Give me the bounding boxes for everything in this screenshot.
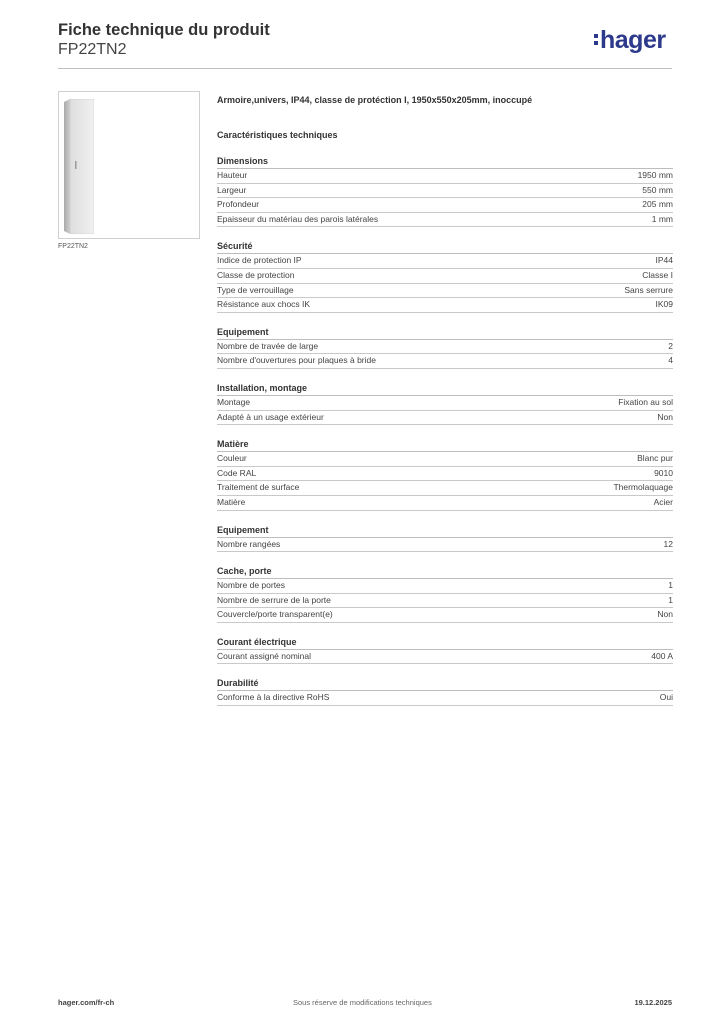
spec-value: 205 mm bbox=[642, 199, 673, 210]
spec-value: Non bbox=[657, 411, 673, 422]
spec-row bbox=[217, 411, 673, 426]
section-title: Matière bbox=[217, 438, 673, 452]
spec-label: Nombre de serrure de la porte bbox=[217, 594, 331, 605]
spec-sections bbox=[217, 155, 673, 706]
spec-label: Couleur bbox=[217, 453, 247, 464]
spec-label: Montage bbox=[217, 396, 251, 407]
product-image-frame bbox=[58, 91, 200, 239]
spec-label: Matière bbox=[217, 496, 246, 507]
spec-label: Epaisseur du matériau des parois latérales bbox=[217, 213, 379, 224]
spec-row bbox=[217, 452, 673, 467]
spec-row bbox=[217, 269, 673, 284]
spec-row bbox=[217, 354, 673, 369]
spec-row bbox=[217, 579, 673, 594]
product-image-caption: FP22TN2 bbox=[58, 243, 88, 250]
footer-date: 19.12.2025 bbox=[634, 998, 672, 1007]
spec-value: Oui bbox=[659, 692, 673, 703]
spec-label: Traitement de surface bbox=[217, 482, 300, 493]
spec-label: Largeur bbox=[217, 184, 247, 195]
spec-value: 1 mm bbox=[651, 213, 673, 224]
spec-row bbox=[217, 198, 673, 213]
spec-row bbox=[217, 284, 673, 299]
spec-value: IP44 bbox=[655, 255, 673, 266]
spec-section bbox=[217, 565, 673, 623]
spec-section bbox=[217, 524, 673, 553]
document-header bbox=[58, 20, 270, 59]
spec-label: Type de verrouillage bbox=[217, 284, 294, 295]
section-title: Equipement bbox=[217, 326, 673, 340]
spec-row bbox=[217, 169, 673, 184]
spec-row bbox=[217, 340, 673, 355]
header-divider bbox=[58, 68, 672, 69]
spec-label: Résistance aux chocs IK bbox=[217, 299, 311, 310]
section-title: Durabilité bbox=[217, 677, 673, 691]
spec-label: Profondeur bbox=[217, 199, 260, 210]
spec-value: Thermolaquage bbox=[613, 482, 673, 493]
spec-value: Fixation au sol bbox=[618, 396, 673, 407]
spec-row bbox=[217, 608, 673, 623]
spec-row bbox=[217, 298, 673, 313]
spec-row bbox=[217, 467, 673, 482]
spec-row bbox=[217, 184, 673, 199]
spec-label: Conforme à la directive RoHS bbox=[217, 692, 330, 703]
spec-label: Nombre d'ouvertures pour plaques à bride bbox=[217, 355, 376, 366]
section-title: Cache, porte bbox=[217, 565, 673, 579]
spec-value: Classe I bbox=[642, 269, 673, 280]
spec-value: IK09 bbox=[655, 299, 673, 310]
spec-section bbox=[217, 636, 673, 665]
spec-label: Courant assigné nominal bbox=[217, 650, 312, 661]
specs-heading: Caractéristiques techniques bbox=[217, 130, 338, 140]
section-title: Dimensions bbox=[217, 155, 673, 169]
spec-value: 12 bbox=[663, 538, 673, 549]
spec-value: 400 A bbox=[651, 650, 673, 661]
specifications bbox=[217, 94, 673, 706]
spec-value: 1950 mm bbox=[637, 170, 673, 180]
spec-value: Blanc pur bbox=[637, 453, 673, 464]
spec-row bbox=[217, 538, 673, 553]
spec-section bbox=[217, 382, 673, 425]
spec-section bbox=[217, 240, 673, 312]
spec-value: Acier bbox=[653, 496, 673, 507]
section-title: Sécurité bbox=[217, 240, 673, 254]
spec-label: Nombre de travée de large bbox=[217, 340, 319, 351]
spec-value: 4 bbox=[668, 355, 673, 366]
spec-row bbox=[217, 496, 673, 511]
spec-section bbox=[217, 326, 673, 369]
spec-row bbox=[217, 594, 673, 609]
spec-value: Sans serrure bbox=[624, 284, 673, 295]
section-title: Equipement bbox=[217, 524, 673, 538]
spec-label: Couvercle/porte transparent(e) bbox=[217, 609, 333, 620]
spec-label: Code RAL bbox=[217, 467, 257, 478]
spec-label: Nombre de portes bbox=[217, 580, 286, 591]
hager-logo bbox=[594, 28, 674, 56]
spec-section bbox=[217, 155, 673, 227]
page-title: Fiche technique du produit bbox=[58, 21, 270, 39]
section-title: Installation, montage bbox=[217, 382, 673, 396]
spec-row bbox=[217, 481, 673, 496]
spec-row bbox=[217, 650, 673, 665]
spec-label: Adapté à un usage extérieur bbox=[217, 411, 324, 422]
logo-wordmark: hager bbox=[600, 26, 666, 54]
spec-value: 1 bbox=[668, 580, 673, 591]
spec-label: Nombre rangées bbox=[217, 538, 281, 549]
spec-row bbox=[217, 396, 673, 411]
spec-value: 1 bbox=[668, 594, 673, 605]
spec-value: 9010 bbox=[654, 467, 673, 478]
section-title: Courant électrique bbox=[217, 636, 673, 650]
logo-dots-icon bbox=[594, 34, 599, 48]
footer-website: hager.com/fr-ch bbox=[58, 998, 115, 1007]
spec-row bbox=[217, 213, 673, 228]
product-description: Armoire,univers, IP44, classe de protéction I, 1950x550x205mm, inoccupé bbox=[217, 95, 533, 105]
spec-value: Non bbox=[657, 609, 673, 620]
product-code: FP22TN2 bbox=[58, 41, 127, 58]
spec-section bbox=[217, 438, 673, 510]
spec-section bbox=[217, 677, 673, 706]
spec-row bbox=[217, 254, 673, 269]
spec-label: Hauteur bbox=[217, 170, 248, 180]
cabinet-image bbox=[64, 99, 94, 234]
spec-row bbox=[217, 691, 673, 706]
spec-label: Indice de protection IP bbox=[217, 255, 302, 266]
spec-value: 2 bbox=[668, 340, 673, 351]
spec-label: Classe de protection bbox=[217, 269, 295, 280]
spec-value: 550 mm bbox=[642, 184, 673, 195]
footer-disclaimer: Sous réserve de modifications techniques bbox=[293, 998, 432, 1007]
